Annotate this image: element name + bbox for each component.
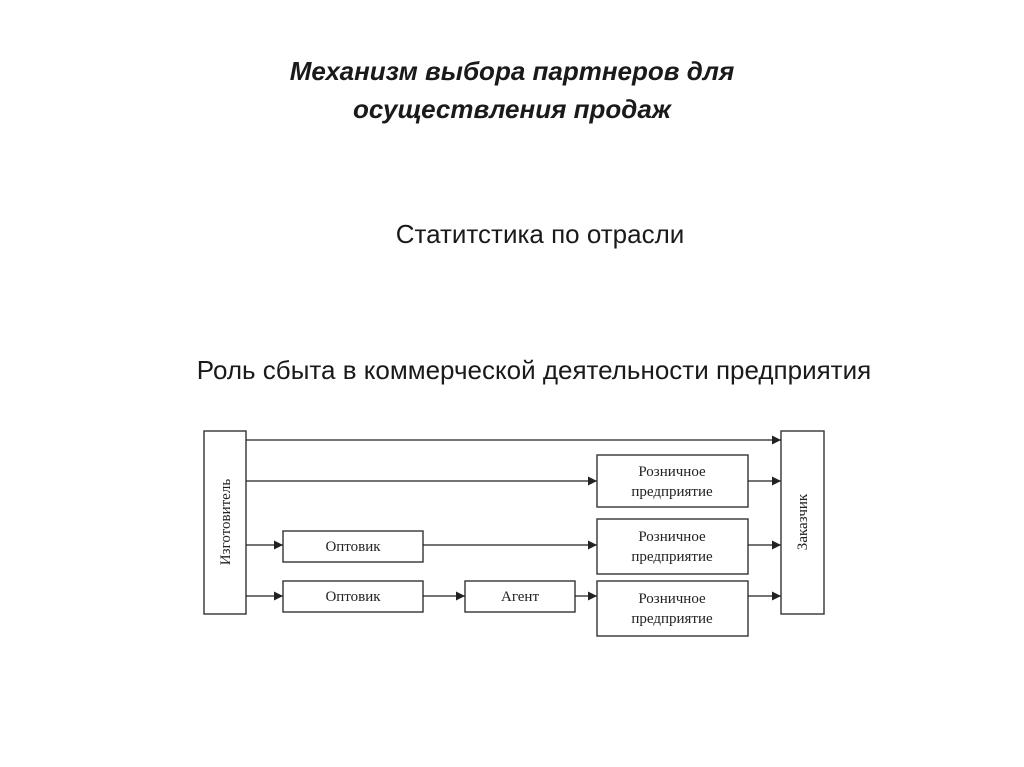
customer-label: Заказчик bbox=[795, 493, 811, 551]
slide-subtitle: Статитстика по отрасли bbox=[395, 219, 685, 249]
slide-title-line1: Механизм выбора партнеров для bbox=[289, 56, 735, 86]
retail-1-label-line1: Розничное bbox=[638, 464, 706, 480]
diagram-heading: Роль сбыта в коммерческой деятельности предприятия bbox=[196, 355, 872, 385]
slide-title-line2: осуществления продаж bbox=[353, 94, 671, 124]
retail-2-label-line2: предприятие bbox=[631, 549, 713, 565]
agent-label: Агент bbox=[500, 589, 540, 605]
wholesaler-1-label: Оптовик bbox=[325, 539, 381, 555]
retail-2-label-line1: Розничное bbox=[638, 529, 706, 545]
retail-box-3 bbox=[597, 581, 748, 636]
retail-1-label-line2: предприятие bbox=[631, 484, 713, 500]
retail-3-label-line1: Розничное bbox=[638, 591, 706, 607]
retail-box-2 bbox=[597, 519, 748, 574]
wholesaler-2-label: Оптовик bbox=[325, 589, 381, 605]
manufacturer-label: Изготовитель bbox=[218, 478, 234, 566]
retail-3-label-line2: предприятие bbox=[631, 611, 713, 627]
